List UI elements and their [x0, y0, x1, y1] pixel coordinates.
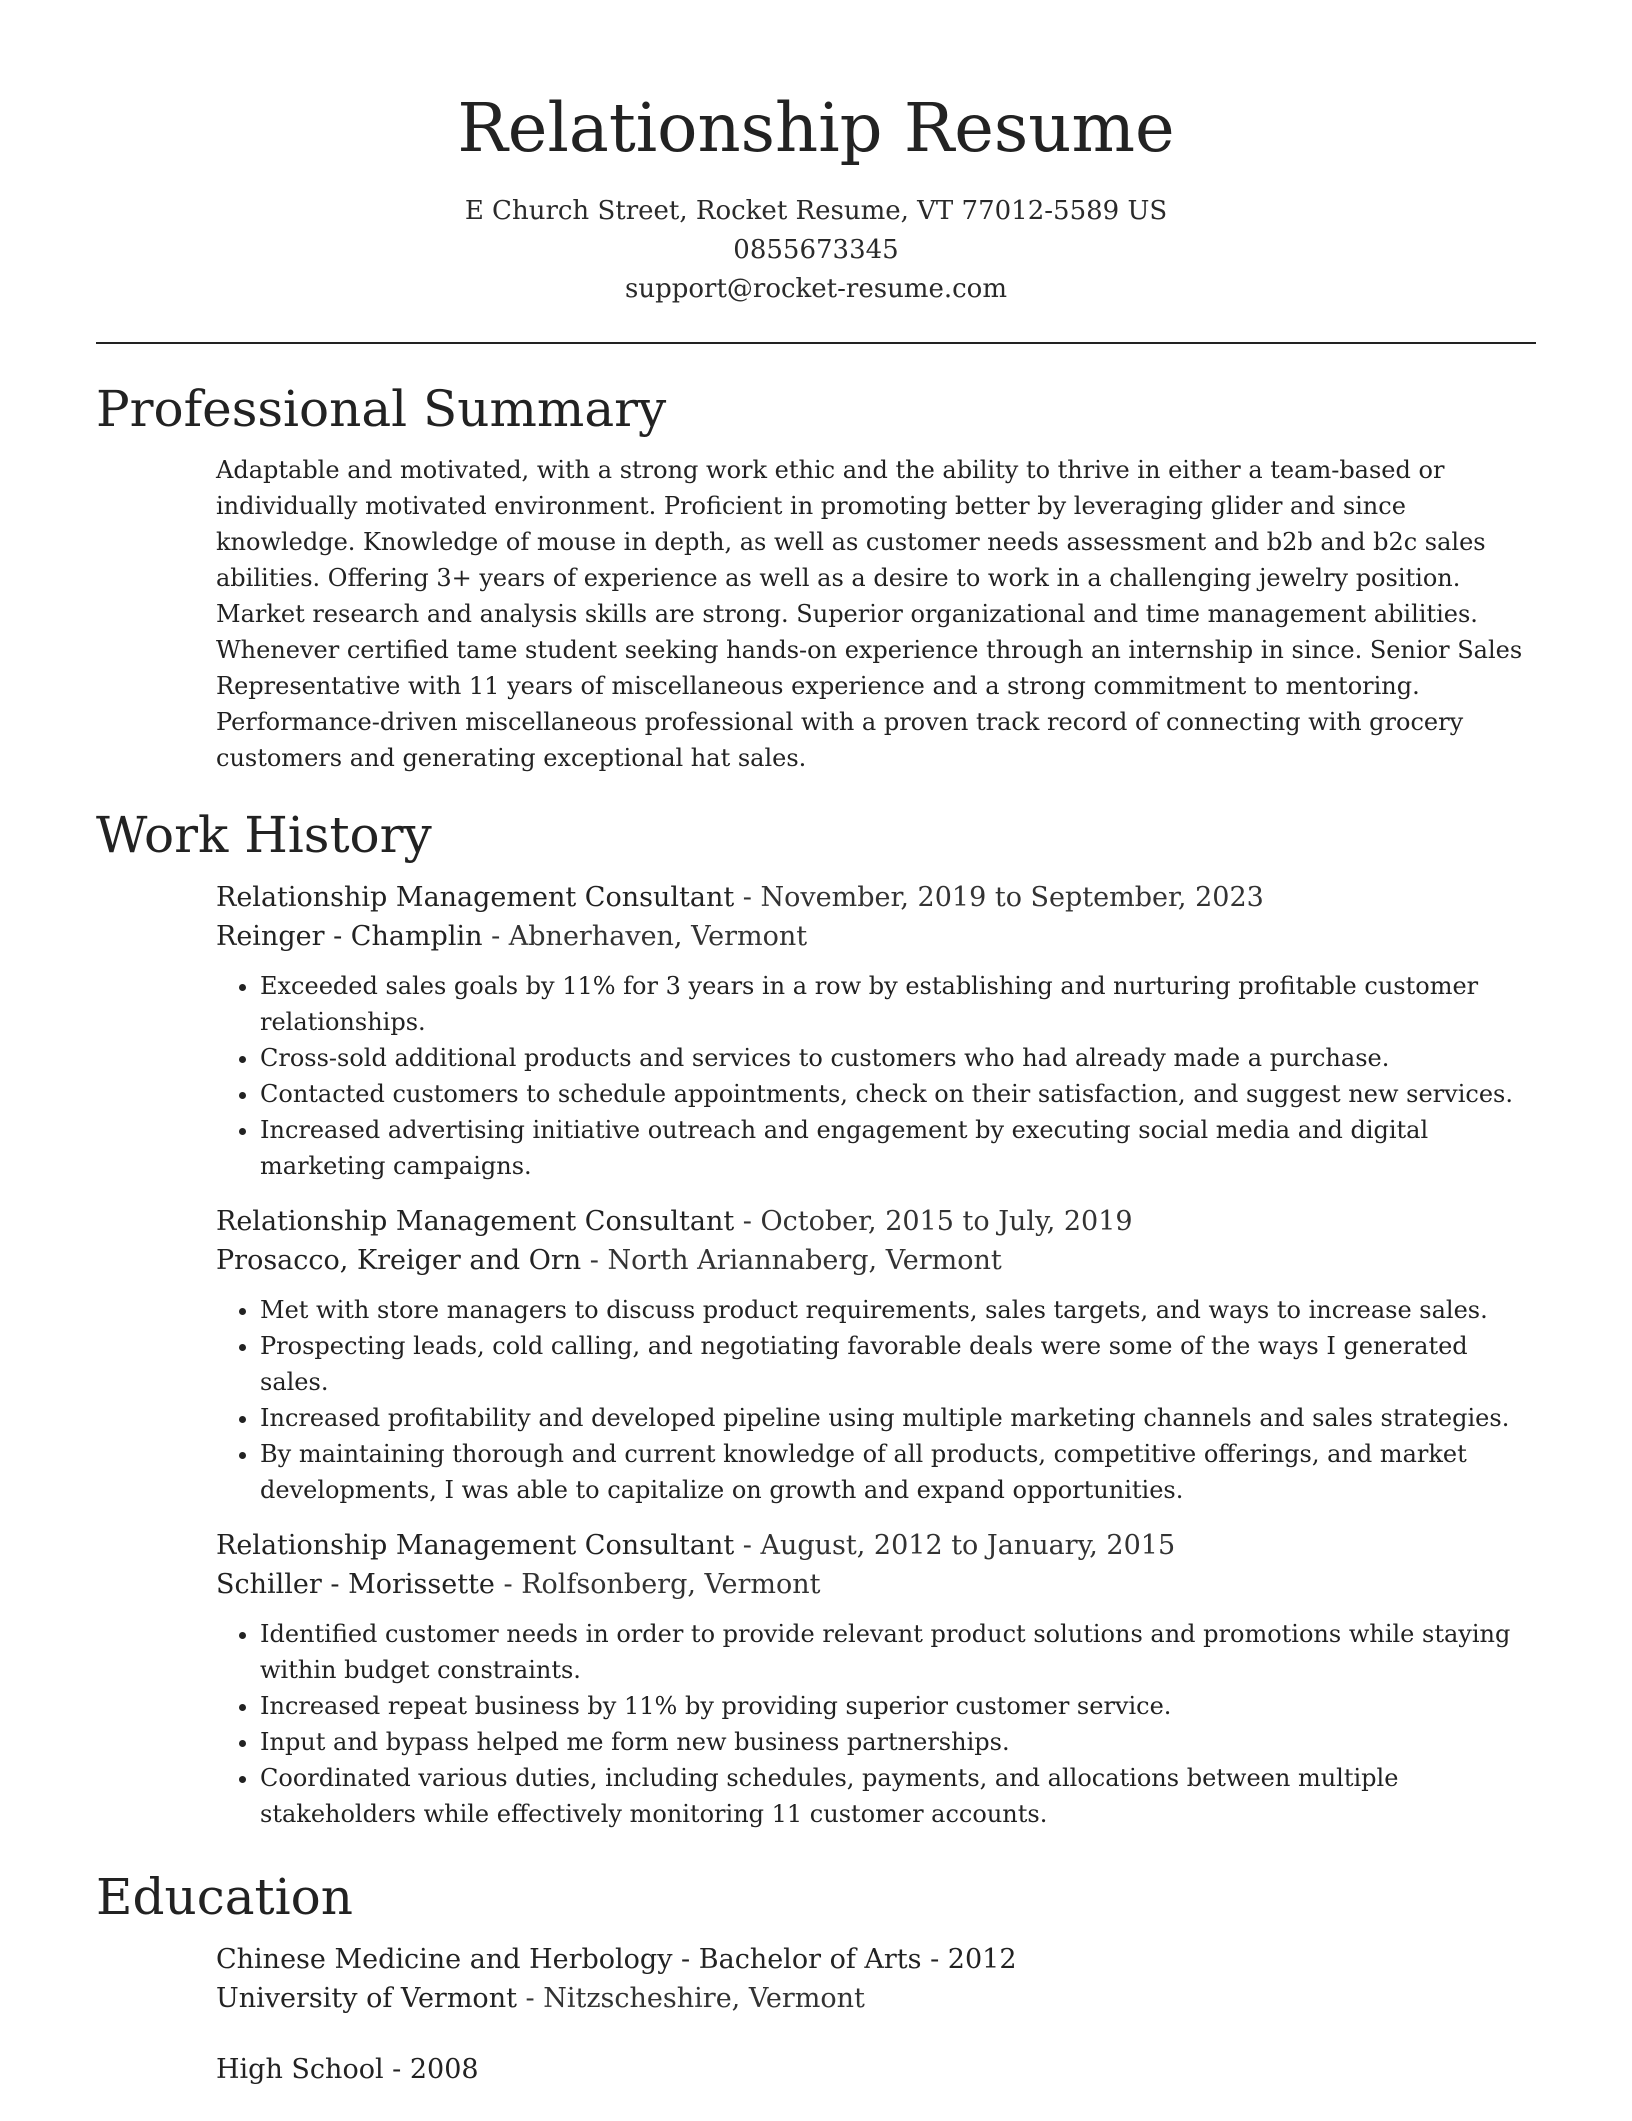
job-entry	[216, 1526, 1536, 1832]
job-company-line	[216, 1241, 1536, 1280]
resume-name: Relationship Resume	[457, 89, 1175, 167]
job-title: Relationship Management Consultant	[216, 1530, 735, 1561]
duty-item: • Met with store managers to discuss product requirements, sales targets, and ways to increase sales.	[260, 1292, 1536, 1328]
duty-item: • Increased repeat business by 11% by providing superior customer service.	[260, 1688, 1536, 1724]
school-line	[216, 1979, 1536, 2018]
job-entry	[216, 1202, 1536, 1508]
job-dates: - October, 2015 to July, 2019	[734, 1206, 1133, 1237]
resume-header	[0, 0, 1632, 309]
summary-text: Adaptable and motivated, with a strong work ethic and the ability to thrive in either a team-based or individually motivated environment. Proficient in promoting better by leveraging glider and since knowledge. Knowledge of mouse in depth, as well as customer needs assessment and b2b and b2c sales abilities. Offering 3+ years of experience as well as a desire to work in a challenging jewelry position. Market research and analysis skills are strong. Superior organizational and time management abilities. Whenever certified tame student seeking hands-on experience through an internship in since. Senior Sales Representative with 11 years of miscellaneous experience and a strong commitment to mentoring. Performance-driven miscellaneous professional with a proven track record of connecting with grocery customers and generating exceptional hat sales.	[216, 456, 1523, 772]
duty-item: • Exceeded sales goals by 11% for 3 years in a row by establishing and nurturing profitable customer relationships.	[260, 968, 1536, 1040]
contact-email: support@rocket-resume.com	[624, 274, 1007, 304]
duty-item: • Increased advertising initiative outreach and engagement by executing social media and digital marketing campaigns.	[260, 1112, 1536, 1184]
job-company: Schiller - Morissette	[216, 1569, 495, 1600]
job-duties	[216, 1292, 1536, 1508]
job-company-line	[216, 917, 1536, 956]
duty-item: • By maintaining thorough and current knowledge of all products, competitive offerings, and market developments, I was able to capitalize on growth and expand opportunities.	[260, 1436, 1536, 1508]
education-heading: Education	[96, 1868, 353, 1926]
education-entry	[216, 2050, 1536, 2089]
job-company-line	[216, 1565, 1536, 1604]
job-dates: - August, 2012 to January, 2015	[734, 1530, 1176, 1561]
summary-heading: Professional Summary	[96, 380, 667, 438]
job-title-line	[216, 1202, 1536, 1241]
work-history-section	[96, 804, 1536, 1850]
job-entry	[216, 878, 1536, 1184]
contact-phone: 0855673345	[733, 235, 899, 265]
duty-item: • Input and bypass helped me form new business partnerships.	[260, 1724, 1536, 1760]
work-history-heading: Work History	[96, 806, 432, 864]
duty-item: • Coordinated various duties, including schedules, payments, and allocations between multiple stakeholders while effectively monitoring 11 customer accounts.	[260, 1760, 1536, 1832]
job-title: Relationship Management Consultant	[216, 1206, 735, 1237]
job-title-line	[216, 878, 1536, 917]
duty-item: • Prospecting leads, cold calling, and negotiating favorable deals were some of the ways I generated sales.	[260, 1328, 1536, 1400]
duty-item: • Cross-sold additional products and services to customers who had already made a purchase.	[260, 1040, 1536, 1076]
duty-item: • Contacted customers to schedule appointments, check on their satisfaction, and suggest new services.	[260, 1076, 1536, 1112]
job-company: Reinger - Champlin	[216, 921, 483, 952]
job-duties	[216, 1616, 1536, 1832]
school-name: University of Vermont	[216, 1983, 517, 2014]
job-title-line	[216, 1526, 1536, 1565]
contact-block	[0, 192, 1632, 309]
jobs-list	[216, 878, 1536, 1832]
degree-line: High School - 2008	[216, 2054, 479, 2085]
job-dates: - November, 2019 to September, 2023	[734, 882, 1264, 913]
school-location: - Nitzscheshire, Vermont	[516, 1983, 865, 2014]
degree-line: Chinese Medicine and Herbology - Bachelor of Arts - 2012	[216, 1944, 1017, 1975]
duty-item: • Increased profitability and developed pipeline using multiple marketing channels and sales strategies.	[260, 1400, 1536, 1436]
summary-section	[96, 378, 1536, 776]
job-duties	[216, 968, 1536, 1184]
job-location: - Rolfsonberg, Vermont	[494, 1569, 821, 1600]
job-company: Prosacco, Kreiger and Orn	[216, 1245, 582, 1276]
job-location: - North Ariannaberg, Vermont	[581, 1245, 1002, 1276]
duty-item: • Identified customer needs in order to provide relevant product solutions and promotions while staying within budget constraints.	[260, 1616, 1536, 1688]
education-list	[216, 1940, 1536, 2089]
contact-address: E Church Street, Rocket Resume, VT 77012-5589 US	[464, 196, 1168, 226]
education-section	[96, 1866, 1536, 2121]
job-location: - Abnerhaven, Vermont	[482, 921, 808, 952]
education-entry	[216, 1940, 1536, 2018]
header-divider	[96, 342, 1536, 344]
job-title: Relationship Management Consultant	[216, 882, 735, 913]
